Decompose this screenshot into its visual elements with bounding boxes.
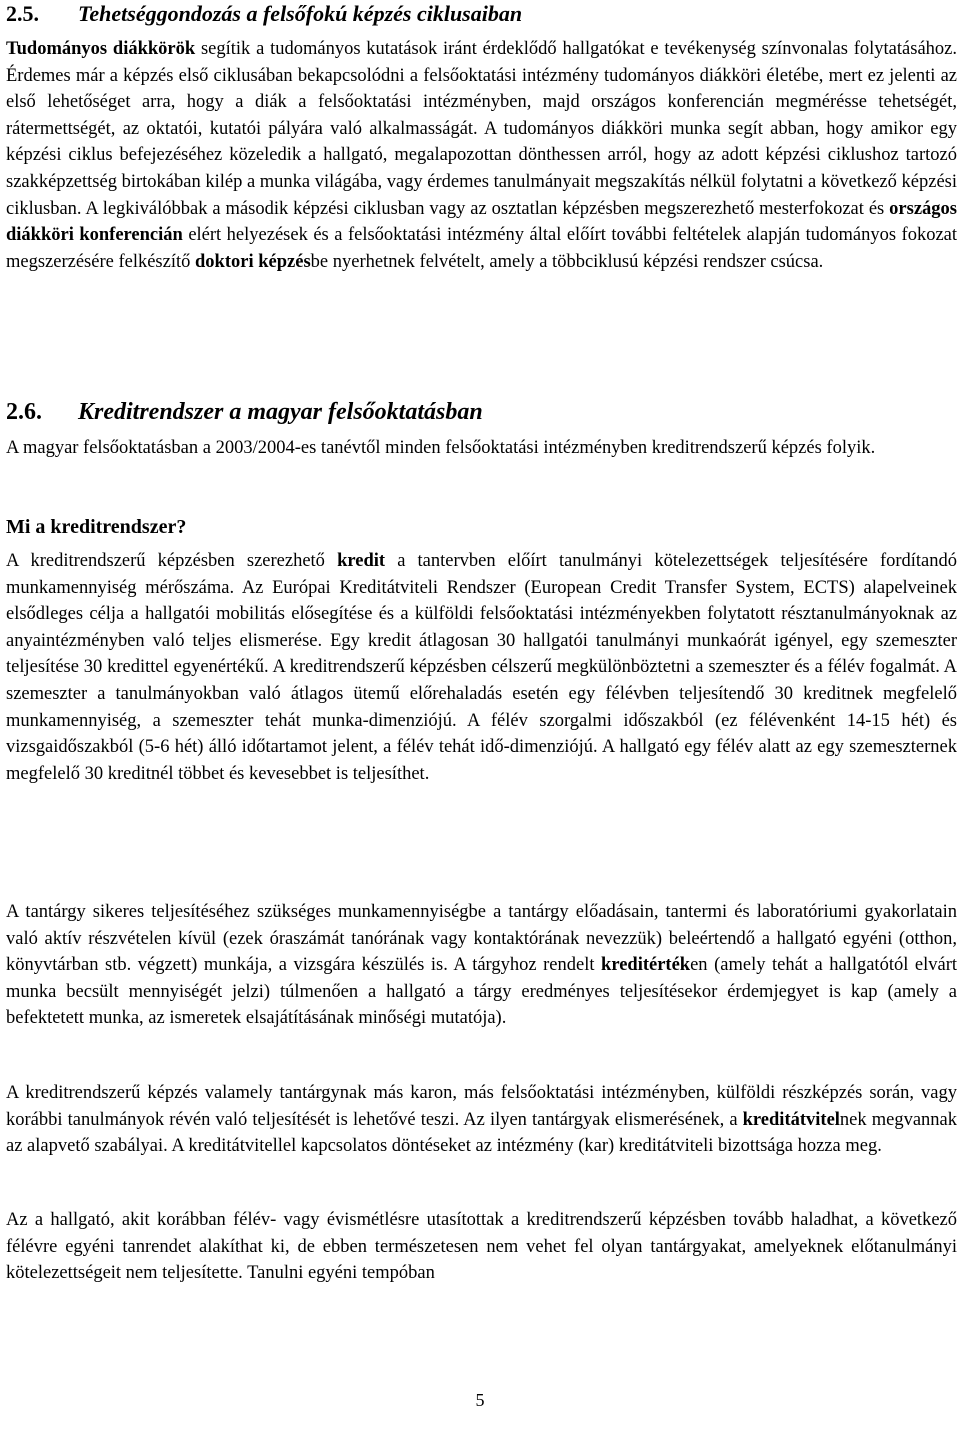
bold-term: kredit bbox=[337, 551, 386, 571]
paragraph-text: Az a hallgató, akit korábban félév- vagy évismétlésre utasítottak a kreditrendszerű képzésben tovább haladhat, a következő félévre egyéni tanrendet alakíthat ki, de ebben természetesen nem vehet fel olyan tantárgyakat, amelyeknek előtanulmányi kötelezettségeit nem teljesítette. Tanulni egyéni tempóban bbox=[6, 1210, 957, 1284]
paragraph-text: nek megvannak az alapvető szabályai. A kreditátvitellel kapcsolatos döntéseket az intézmény (kar) kreditátviteli bizottsága hozza meg. bbox=[6, 1109, 957, 1157]
paragraph-individual-pace bbox=[6, 1207, 957, 1287]
paragraph-text: A tantárgy sikeres teljesítéséhez szükséges munkamennyiségbe a tantárgy előadásain, tantermi és laboratóriumi gyakorlatain való aktív részvételen kívül (ezek óraszámát tanórának vagy kontaktórának nevezzük) beleértendő a hallgató egyéni (otthon, könyvtárban stb. végzett) munkája, a vizsgára készülés is. A tárgyhoz rendelt bbox=[6, 902, 957, 976]
bold-term: országos diákköri konferencián bbox=[6, 198, 957, 246]
paragraph-text: en (amely tehát a hallgatótól elvárt munka becsült mennyiségét jelzi) túlmenően a hallgató a tárgy eredményes teljesítésekor érdemjegyet is kap (amely a befektetett munka, az ismeretek elsajátításának minőségi mutatója). bbox=[6, 955, 957, 1029]
bold-term: doktori képzés bbox=[195, 251, 311, 272]
bold-term: Tudományos diákkörök bbox=[6, 39, 196, 59]
section-title: Tehetséggondozás a felsőfokú képzés ciklusaiban bbox=[78, 1, 523, 26]
paragraph-text: segítik a tudományos kutatások iránt érdeklődő hallgatókat e tevékenység színvonalas folytatásához. Érdemes már a képzés első ciklusában bekapcsolódni a felsőoktatási intézmény tudományos diákköri életébe, mert ez jelenti az első lehetőséget arra, hogy a diák a felsőoktatási intézményben, majd országos konferencián megmérésse tehetségét, rátermettségét, az oktatói, kutatói pályára való alkalmasságát. A tudományos diákköri munka segít abban, hogy amikor egy képzési ciklus befejezéséhez közeledik a hallgató, megalapozottan dönthessen arról, hogy az adott képzési ciklushoz tartozó szakképzettség birtokában kilép a munka világába, vagy érdemes tanulmányait megszakítás nélkül folytatni a következő képzési ciklusban. A legkiválóbbak a második képzési ciklusban vagy az osztatlan képzésben megszerezhető mesterfokozat és bbox=[6, 39, 957, 219]
section-number: 2.6. bbox=[6, 399, 42, 425]
section-number: 2.5. bbox=[6, 1, 39, 26]
paragraph-credit-transfer bbox=[6, 1080, 957, 1160]
paragraph-text: elért helyezések és a felsőoktatási intézmény által előírt további feltételek alapján tudományos fokozat megszerzésére felkészítő bbox=[6, 225, 958, 272]
paragraph-credit-intro bbox=[6, 435, 957, 462]
section-title: Kreditrendszer a magyar felsőoktatásban bbox=[78, 399, 483, 425]
paragraph-text: A kreditrendszerű képzésben szerezhető bbox=[6, 551, 338, 571]
page-number: 5 bbox=[475, 1390, 485, 1410]
bold-term: kreditérték bbox=[601, 955, 691, 976]
bold-term: kreditátvitel bbox=[742, 1109, 840, 1130]
paragraph-text: be nyerhetnek felvételt, amely a többciklusú képzési rendszer csúcsa. bbox=[310, 251, 824, 272]
paragraph-text: A kreditrendszerű képzés valamely tantárgynak más karon, más felsőoktatási intézményben, külföldi részképzés során, vagy korábbi tanulmányok révén való teljesítését is lehetővé teszi. Az ilyen tantárgyak elismerésének, a bbox=[6, 1083, 957, 1130]
paragraph-text: a tantervben előírt tanulmányi kötelezettségek teljesítésére fordítandó munkamennyiség mérőszáma. Az Európai Kreditátviteli Rendszer (European Credit Transfer System, ECTS) alapelveinek elsődleges célja a hallgatói mobilitás elősegítése és a külföldi felsőoktatási intézményekben folytatott résztanulmányoknak az anyaintézményben való teljes elismerése. Egy kredit átlagosan 30 hallgatói tanulmányi munkaórát igényel, egy szemeszter teljesítése 30 kredittel egyenértékű. A kreditrendszerű képzésben célszerű megkülönböztetni a szemeszter és a félév fogalmát. A szemeszter a tanulmányokban való átlagos ütemű előrehaladás esetén egy félévben teljesítendő 30 kreditnek megfelelő munkamennyiség, a szemeszter tehát munka-dimenziójú. A félév szorgalmi időszakból (ez félévenként 14-15 hét) és vizsgaidőszakból (5-6 hét) álló időtartamot jelent, a félév tehát idő-dimenziójú. A hallgató egy félév alatt az egy szemeszternek megfelelő 30 kreditnél többet és kevesebbet is teljesíthet. bbox=[6, 551, 958, 784]
section-heading-2-5 bbox=[6, 0, 522, 28]
paragraph-text: A magyar felsőoktatásban a 2003/2004-es tanévtől minden felsőoktatási intézményben kreditrendszerű képzés folyik. bbox=[6, 438, 876, 458]
section-heading-2-6 bbox=[6, 396, 483, 428]
paragraph-credit-definition bbox=[6, 548, 957, 787]
subheading-what-is-credit: Mi a kreditrendszer? bbox=[6, 516, 187, 538]
paragraph-workload bbox=[6, 899, 957, 1032]
paragraph-talent-care bbox=[6, 36, 957, 275]
